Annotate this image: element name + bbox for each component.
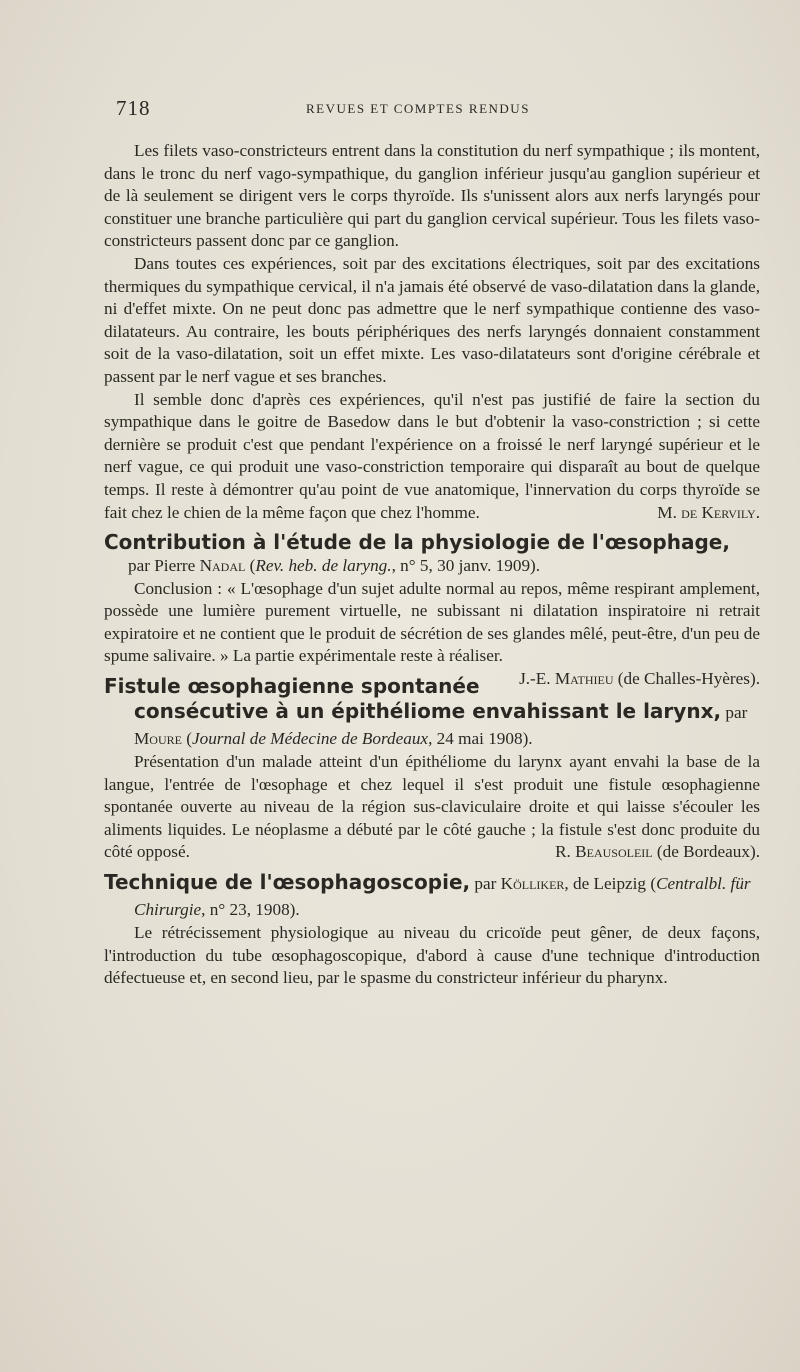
reviewer-signature (481, 668, 760, 691)
article-nadal (104, 530, 760, 689)
citation-open: , de Leipzig ( (564, 874, 657, 894)
page-header (116, 96, 766, 120)
paragraph (104, 389, 760, 525)
article-kolliker (104, 870, 760, 990)
citation-open: ( (181, 729, 192, 749)
article-title (104, 870, 760, 922)
signature-name: Beausoleil (575, 842, 653, 862)
page-body (104, 140, 760, 990)
signature-name: Mathieu (554, 669, 614, 689)
signature-suffix: (de Bordeaux). (652, 842, 760, 862)
signature-prefix: J.-E. (519, 669, 555, 689)
author-name: Moure (134, 729, 182, 749)
article-summary (104, 578, 760, 689)
running-title: REVUES ET COMPTES RENDUS (306, 101, 530, 116)
byline-prefix: par (470, 874, 501, 894)
summary-text: Présentation d'un malade atteint d'un épithéliome du larynx ayant envahi la base de la langue, l'entrée de l'œsophage et chez lequel il s'est produit une fistule œsophagienne spontanée ouverte au niveau de la région sus-claviculaire droite et qui laisse s'écouler les aliments liquides. Le néoplasme a débuté par le côté gauche ; la fistule s'est donc produite du côté opposé. (104, 752, 760, 862)
citation-details: , n° 23, 1908). (201, 900, 300, 920)
summary-text: Conclusion : « L'œsophage d'un sujet adulte normal au repos, même respirant amplement, possède une lumière purement virtuelle, ne subissant ni dilatation inspiratoire ni retrait expiratoire et ne contient que le produit de sécrétion de ses glandes mêlé, peut-être, d'un peu de spume salivaire. » La partie expérimentale reste à réaliser. (104, 578, 760, 666)
article-summary: Le rétrécissement physiologique au niveau du cricoïde peut gêner, de deux façons, l'introduction du tube œsophagoscopique, d'abord à cause d'une technique d'introduction défectueuse et, en second lieu, par le spasme du constricteur inférieur du pharynx. (104, 923, 760, 988)
journal-name: Rev. heb. de laryng. (255, 556, 392, 576)
paragraph: Les filets vaso-constricteurs entrent dans la constitution du nerf sympathique ; ils montent, dans le tronc du nerf vago-sympathique, du ganglion inférieur jusqu'au ganglion supérieur et de là seulement se dirigent vers le corps thyroïde. Ils s'unissent alors aux nerfs laryngés pour constituer une branche particulière qui part du ganglion cervical supérieur. Tous les filets vaso-constricteurs passent donc par ce ganglion. (104, 141, 760, 251)
citation-open: ( (245, 556, 256, 576)
article-citation (104, 555, 760, 578)
author-name: Nadal (199, 556, 246, 576)
author-name: Kölliker (500, 874, 565, 894)
paragraph: Dans toutes ces expériences, soit par des excitations électriques, soit par des excitations thermiques du sympathique cervical, il n'a jamais été observé de vaso-dilatation dans la glande, ni d'effet mixte. On ne peut donc pas admettre que le nerf sympathique contienne des vaso-dilatateurs. Au contraire, les bouts périphériques des nerfs laryngés donnaient constamment soit de la vaso-dilatation, soit un effet mixte. Les vaso-dilatateurs sont d'origine cérébrale et passent par le nerf vague et ses branches. (104, 253, 760, 386)
reviewer-signature (517, 841, 760, 864)
article-title-text: Technique de l'œsophagoscopie, (104, 870, 471, 895)
citation-details: , n° 5, 30 janv. 1909). (391, 556, 541, 576)
citation-details: , 24 mai 1908). (428, 729, 533, 749)
article-summary (104, 751, 760, 864)
signature-suffix: (de Challes-Hyères). (613, 669, 760, 689)
byline-prefix: par (721, 703, 748, 723)
reviewer-signature: M. de Kervily. (657, 502, 760, 522)
paragraph-text: Il semble donc d'après ces expériences, qu'il n'est pas justifié de faire la section du sympathique dans le goitre de Basedow dans le but d'obtenir la vaso-constriction ; si cette dernière se produit c'est que pendant l'expérience on a froissé le nerf laryngé supérieur et le nerf vague, ce qui produit une vaso-constriction temporaire qui disparaît au bout de quelque temps. Il reste à démontrer qu'au point de vue anatomique, l'innervation du corps thyroïde se fait chez le chien de la même façon que chez l'homme. (104, 389, 760, 522)
journal-name: Centralbl. für Chirurgie (134, 874, 751, 920)
article-title-text: Contribution à l'étude de la physiologie de l'œsophage, (104, 530, 730, 555)
byline-prefix: par Pierre (128, 556, 200, 576)
signature-prefix: R. (555, 842, 576, 862)
article-title (104, 530, 760, 555)
article-title-text: Fistule œsophagienne spontanée consécutive à un épithéliome envahissant le larynx, (104, 674, 722, 724)
article-moure (104, 674, 760, 864)
page-number: 718 (116, 96, 151, 120)
journal-name: Journal de Médecine de Bordeaux (191, 729, 429, 749)
